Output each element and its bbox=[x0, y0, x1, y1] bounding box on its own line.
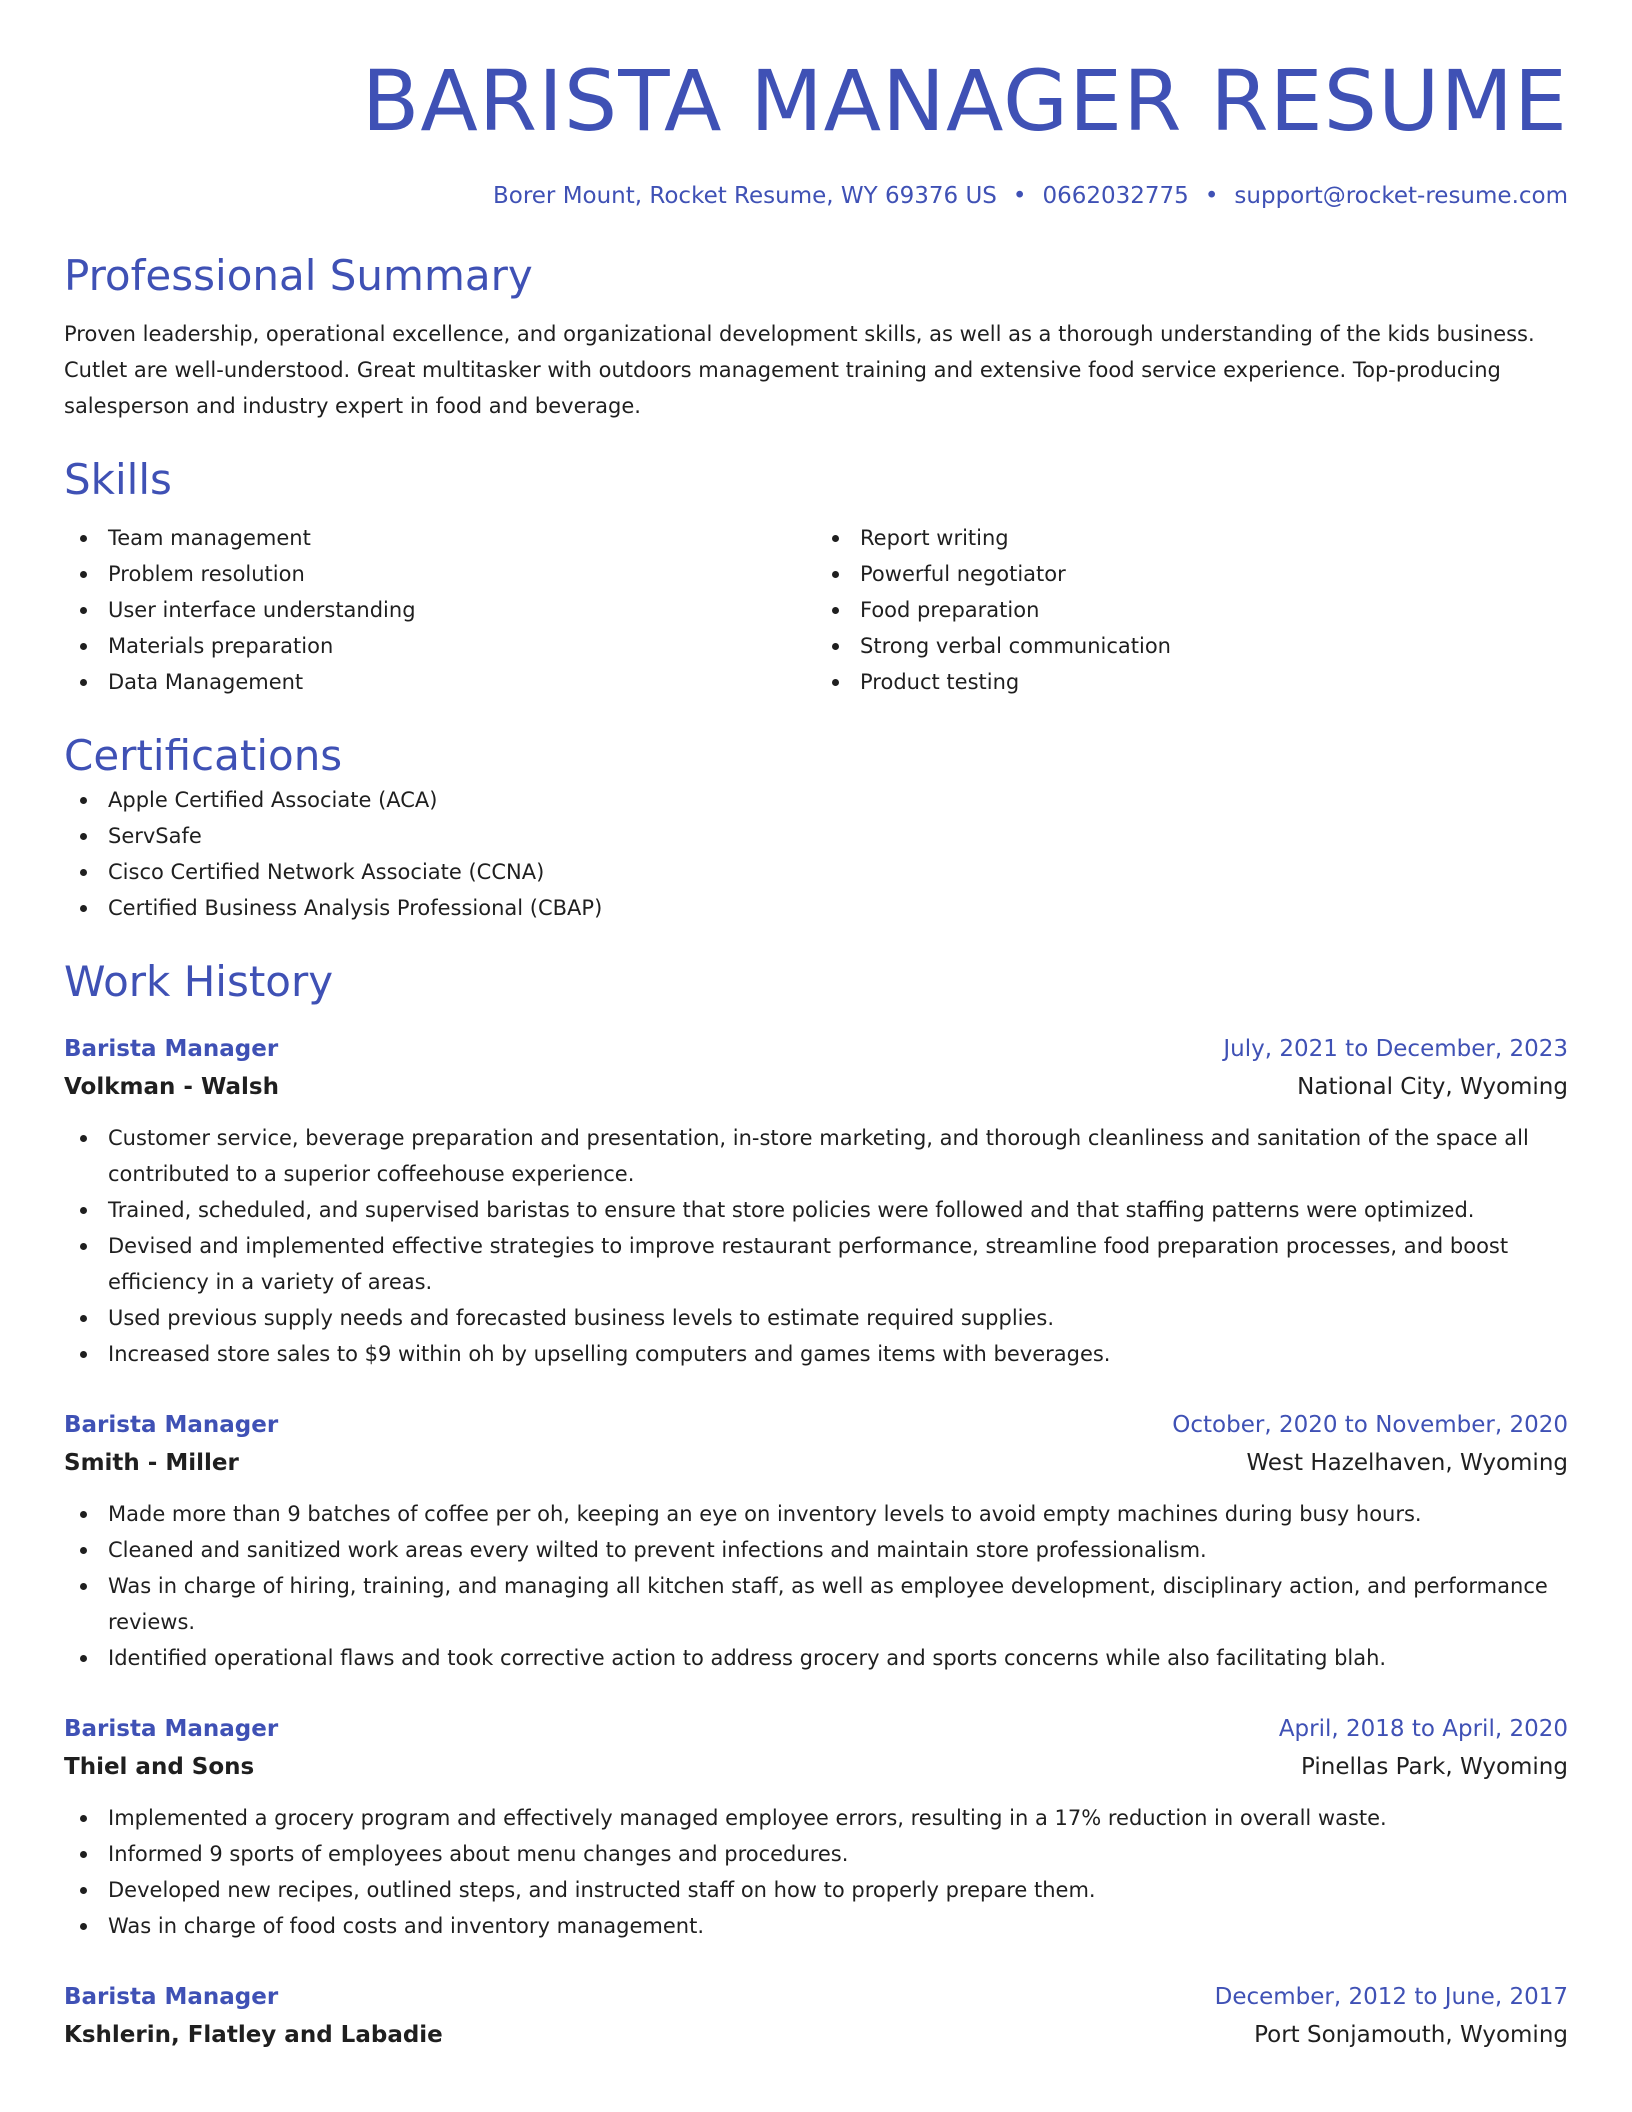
job-bullet: Informed 9 sports of employees about menu changes and procedures. bbox=[64, 1836, 1568, 1872]
summary-text: Proven leadership, operational excellence, and organizational development skills, as well as a thorough understanding of the kids business. Cutlet are well-understood. Great multitasker with outdoors management training and extensive food service experience. Top-producing salesperson and industry expert in food and beverage. bbox=[64, 322, 1535, 418]
contact-line bbox=[64, 180, 1568, 212]
resume-name: BARISTA MANAGER RESUME bbox=[361, 52, 1568, 150]
certification-item: ServSafe bbox=[64, 818, 1568, 854]
job-bullet: Implemented a grocery program and effectively managed employee errors, resulting in a 17% reduction in overall waste. bbox=[64, 1800, 1568, 1836]
work-history-heading: Work History bbox=[64, 957, 334, 1006]
skill-item: Team management bbox=[64, 520, 816, 556]
job-company: Smith - Miller bbox=[64, 1450, 239, 1476]
job-bullets bbox=[64, 1800, 1568, 1944]
job-bullet: Was in charge of food costs and inventory management. bbox=[64, 1908, 1568, 1944]
certifications-heading: Certifications bbox=[64, 731, 343, 780]
skill-item: Strong verbal communication bbox=[816, 628, 1568, 664]
contact-separator: • bbox=[1012, 183, 1027, 209]
skills-list bbox=[64, 520, 1568, 700]
job-title: Barista Manager bbox=[64, 1412, 279, 1438]
job-location: National City, Wyoming bbox=[1297, 1074, 1568, 1100]
contact-email: support@rocket-resume.com bbox=[1234, 183, 1568, 209]
skill-item: Data Management bbox=[64, 664, 816, 700]
certification-item: Certified Business Analysis Professional (CBAP) bbox=[64, 890, 1568, 926]
job-bullet: Cleaned and sanitized work areas every wilted to prevent infections and maintain store professionalism. bbox=[64, 1532, 1568, 1568]
job-company: Thiel and Sons bbox=[64, 1754, 255, 1780]
certification-item: Cisco Certified Network Associate (CCNA) bbox=[64, 854, 1568, 890]
job-entry bbox=[64, 1030, 1568, 1372]
certifications-list bbox=[64, 782, 1568, 926]
job-entry bbox=[64, 1978, 1568, 2054]
job-entry bbox=[64, 1710, 1568, 1944]
job-location: Pinellas Park, Wyoming bbox=[1301, 1754, 1568, 1780]
job-bullet: Devised and implemented effective strategies to improve restaurant performance, streamline food preparation processes, and boost efficiency in a variety of areas. bbox=[64, 1228, 1568, 1300]
skill-item: Product testing bbox=[816, 664, 1568, 700]
job-dates: October, 2020 to November, 2020 bbox=[1172, 1412, 1568, 1438]
contact-phone: 0662032775 bbox=[1042, 183, 1189, 209]
job-bullet: Was in charge of hiring, training, and managing all kitchen staff, as well as employee development, disciplinary action, and performance reviews. bbox=[64, 1568, 1568, 1640]
job-bullet: Used previous supply needs and forecasted business levels to estimate required supplies. bbox=[64, 1300, 1568, 1336]
contact-address: Borer Mount, Rocket Resume, WY 69376 US bbox=[492, 183, 997, 209]
job-bullet: Made more than 9 batches of coffee per oh, keeping an eye on inventory levels to avoid empty machines during busy hours. bbox=[64, 1496, 1568, 1532]
job-title: Barista Manager bbox=[64, 1716, 279, 1742]
skills-heading: Skills bbox=[64, 455, 172, 504]
skill-item: Powerful negotiator bbox=[816, 556, 1568, 592]
skill-item: Food preparation bbox=[816, 592, 1568, 628]
certification-item: Apple Certified Associate (ACA) bbox=[64, 782, 1568, 818]
job-company: Kshlerin, Flatley and Labadie bbox=[64, 2022, 443, 2048]
job-company: Volkman - Walsh bbox=[64, 1074, 279, 1100]
job-bullet: Customer service, beverage preparation and presentation, in-store marketing, and thorough cleanliness and sanitation of the space all contributed to a superior coffeehouse experience. bbox=[64, 1120, 1568, 1192]
summary-heading: Professional Summary bbox=[64, 251, 533, 300]
job-bullet: Increased store sales to $9 within oh by upselling computers and games items with beverages. bbox=[64, 1336, 1568, 1372]
skill-item: Report writing bbox=[816, 520, 1568, 556]
job-title: Barista Manager bbox=[64, 1036, 279, 1062]
skill-item: User interface understanding bbox=[64, 592, 816, 628]
job-bullets bbox=[64, 1496, 1568, 1676]
job-bullet: Developed new recipes, outlined steps, and instructed staff on how to properly prepare them. bbox=[64, 1872, 1568, 1908]
skill-item: Materials preparation bbox=[64, 628, 816, 664]
job-location: West Hazelhaven, Wyoming bbox=[1246, 1450, 1568, 1476]
skills-column-left bbox=[64, 520, 816, 700]
job-title: Barista Manager bbox=[64, 1984, 279, 2010]
resume-header bbox=[64, 50, 1568, 212]
job-dates: December, 2012 to June, 2017 bbox=[1214, 1984, 1568, 2010]
skills-column-right bbox=[816, 520, 1568, 700]
job-dates: April, 2018 to April, 2020 bbox=[1278, 1716, 1568, 1742]
job-location: Port Sonjamouth, Wyoming bbox=[1254, 2022, 1568, 2048]
contact-separator: • bbox=[1204, 183, 1219, 209]
skill-item: Problem resolution bbox=[64, 556, 816, 592]
job-bullets bbox=[64, 1120, 1568, 1372]
job-bullet: Identified operational flaws and took corrective action to address grocery and sports concerns while also facilitating blah. bbox=[64, 1640, 1568, 1676]
job-entry bbox=[64, 1406, 1568, 1676]
job-dates: July, 2021 to December, 2023 bbox=[1223, 1036, 1568, 1062]
job-bullet: Trained, scheduled, and supervised baristas to ensure that store policies were followed and that staffing patterns were optimized. bbox=[64, 1192, 1568, 1228]
